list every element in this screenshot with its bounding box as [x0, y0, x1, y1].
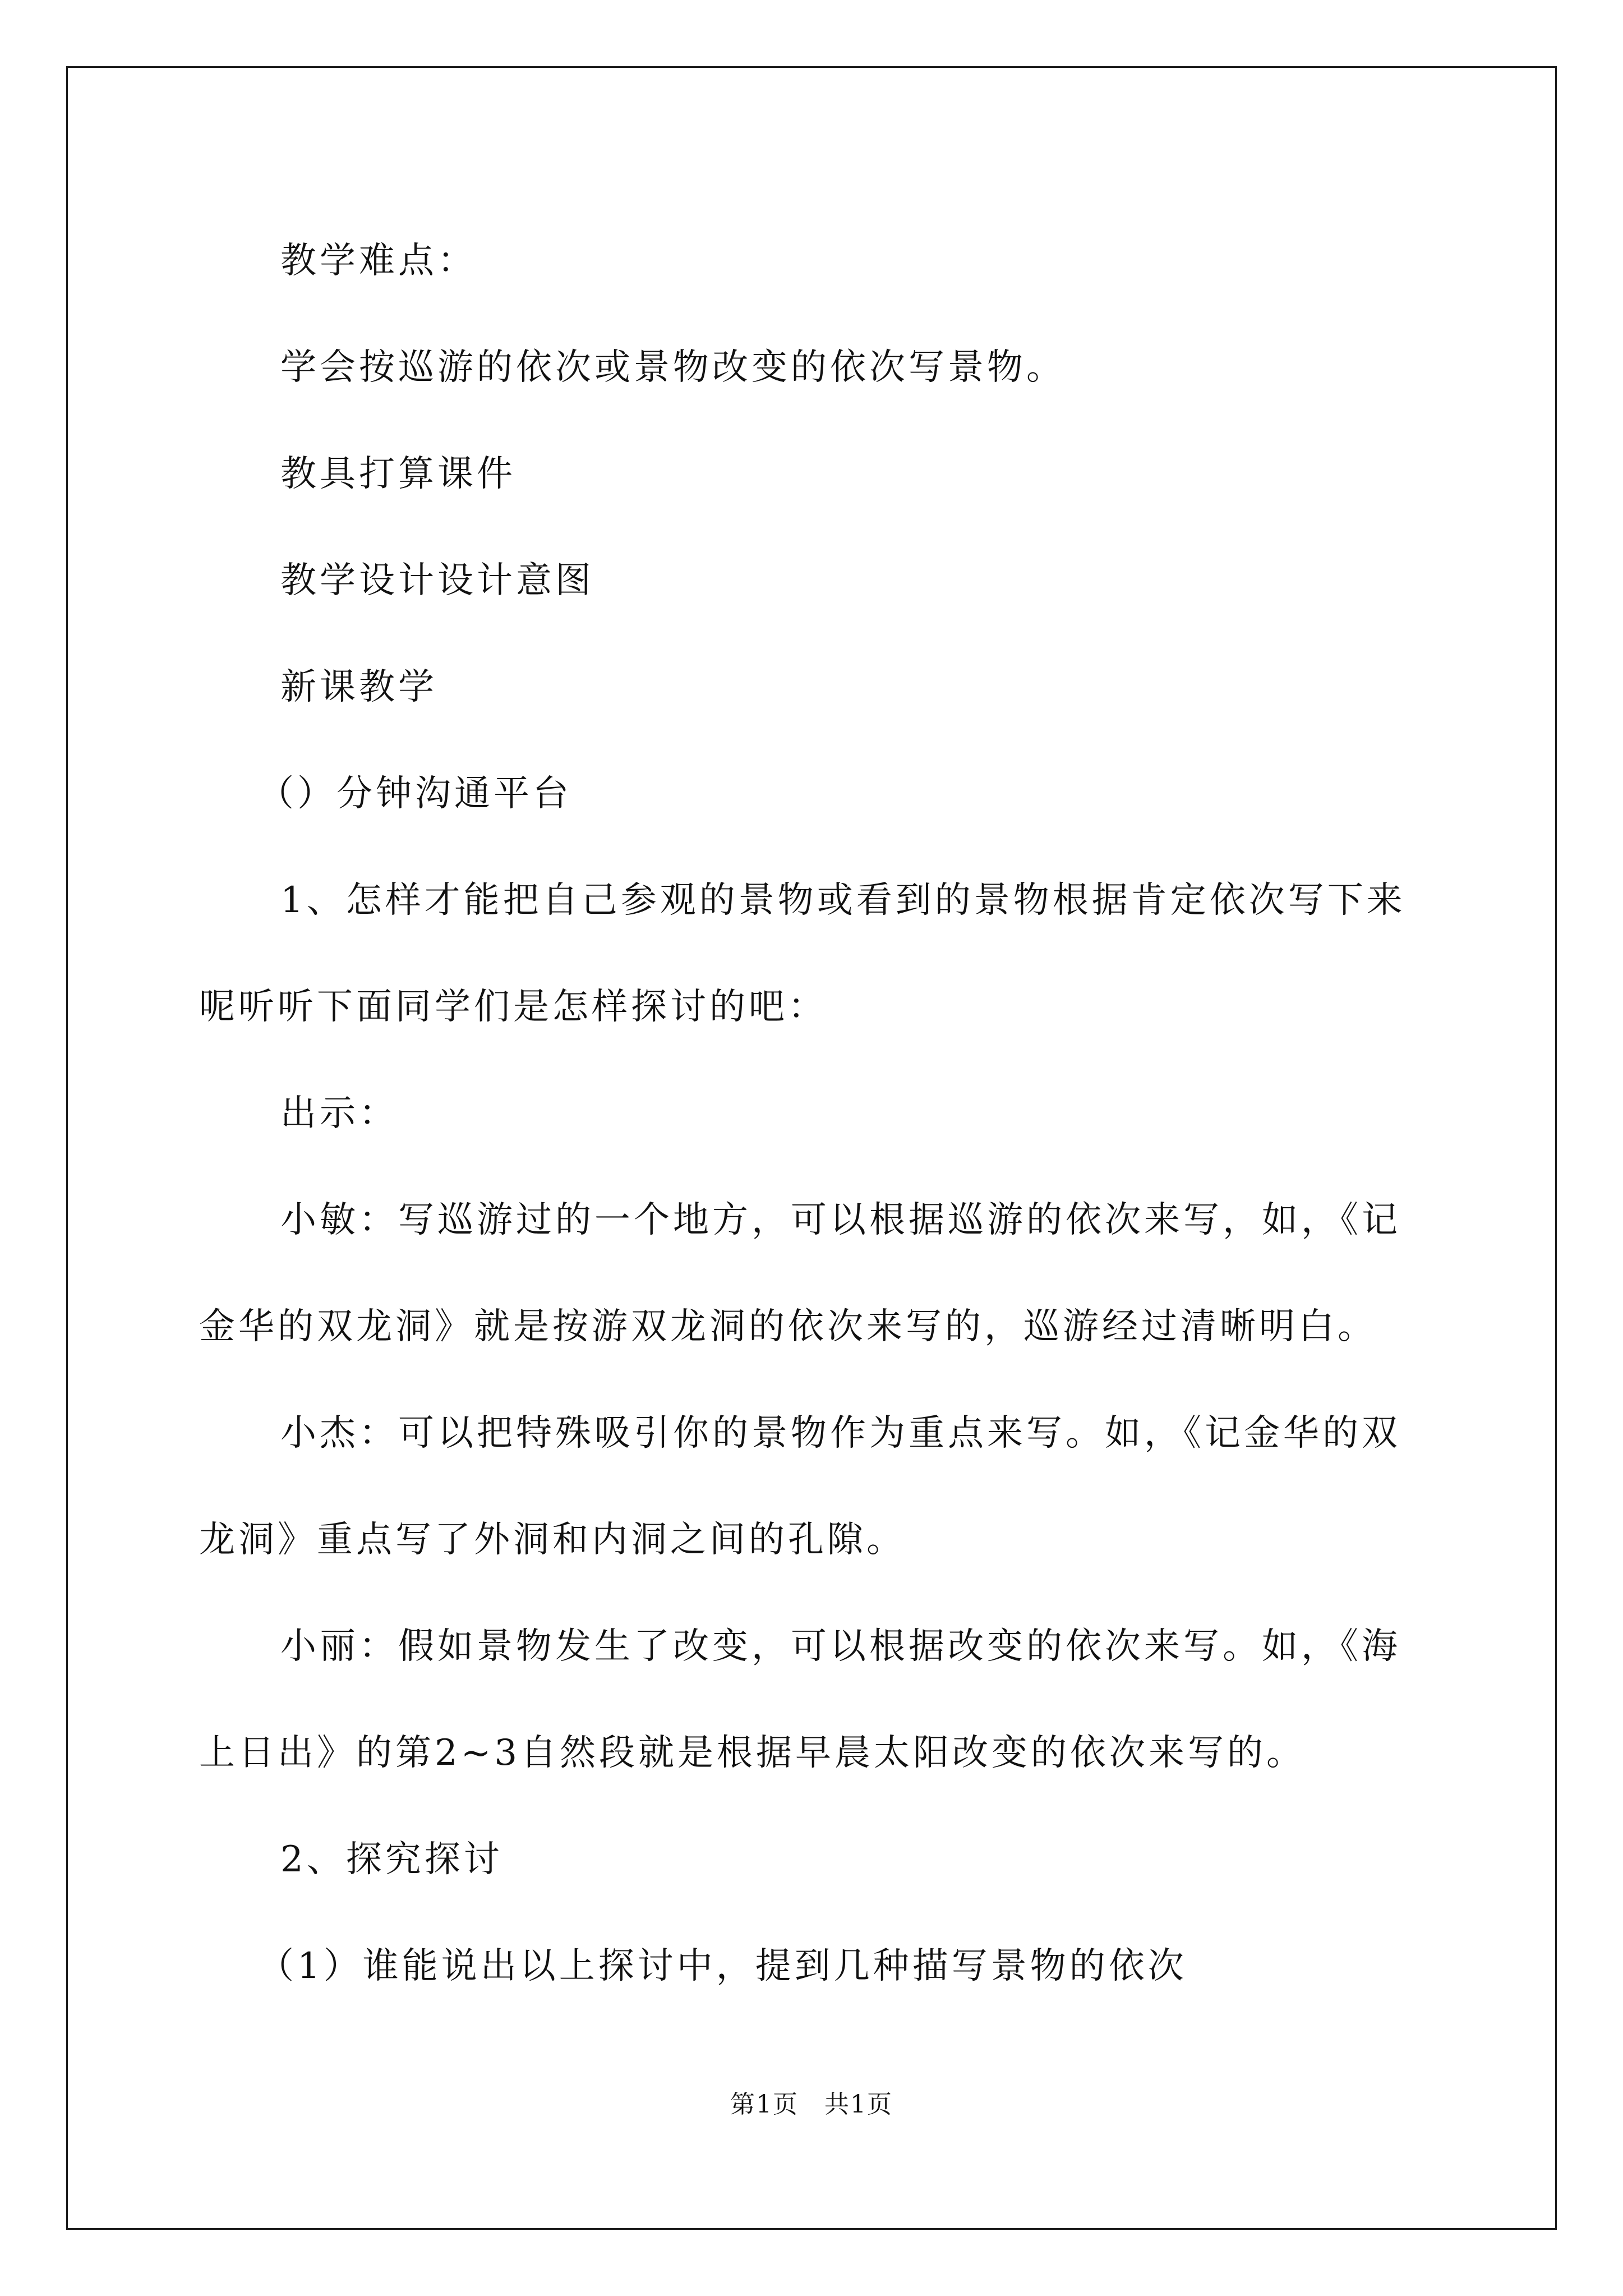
page-number-footer: 第1页 共1页 — [730, 2090, 893, 2119]
paragraph: （1）谁能说出以上探讨中，提到几种描写景物的依次 — [258, 1945, 1187, 1987]
paragraph: 出示： — [280, 1093, 398, 1134]
paragraph: 1、怎样才能把自己参观的景物或看到的景物根据肯定依次写下来 — [280, 880, 1406, 921]
paragraph: 2、探究探讨 — [280, 1839, 503, 1880]
paragraph: 教具打算课件 — [280, 453, 516, 495]
paragraph: （）分钟沟通平台 — [258, 773, 572, 815]
paragraph: 小杰：可以把特殊吸引你的景物作为重点来写。如，《记金华的双 — [280, 1412, 1401, 1454]
paragraph-continuation: 龙洞》重点写了外洞和内洞之间的孔隙。 — [199, 1519, 906, 1561]
paragraph: 学会按巡游的依次或景物改变的依次写景物。 — [280, 347, 1066, 388]
document-body — [199, 208, 1433, 2019]
paragraph-continuation: 呢听听下面同学们是怎样探讨的吧： — [199, 986, 827, 1028]
paragraph: 小敏：写巡游过的一个地方，可以根据巡游的依次来写，如，《记 — [280, 1199, 1401, 1241]
paragraph-continuation: 金华的双龙洞》就是按游双龙洞的依次来写的，巡游经过清晰明白。 — [199, 1306, 1377, 1347]
paragraph: 教学设计设计意图 — [280, 560, 594, 601]
paragraph: 新课教学 — [280, 666, 437, 708]
paragraph: 小丽：假如景物发生了改变，可以根据改变的依次来写。如，《海 — [280, 1626, 1401, 1667]
paragraph-continuation: 上日出》的第2~3自然段就是根据早晨太阳改变的依次来写的。 — [199, 1732, 1306, 1774]
paragraph: 教学难点： — [280, 240, 477, 282]
